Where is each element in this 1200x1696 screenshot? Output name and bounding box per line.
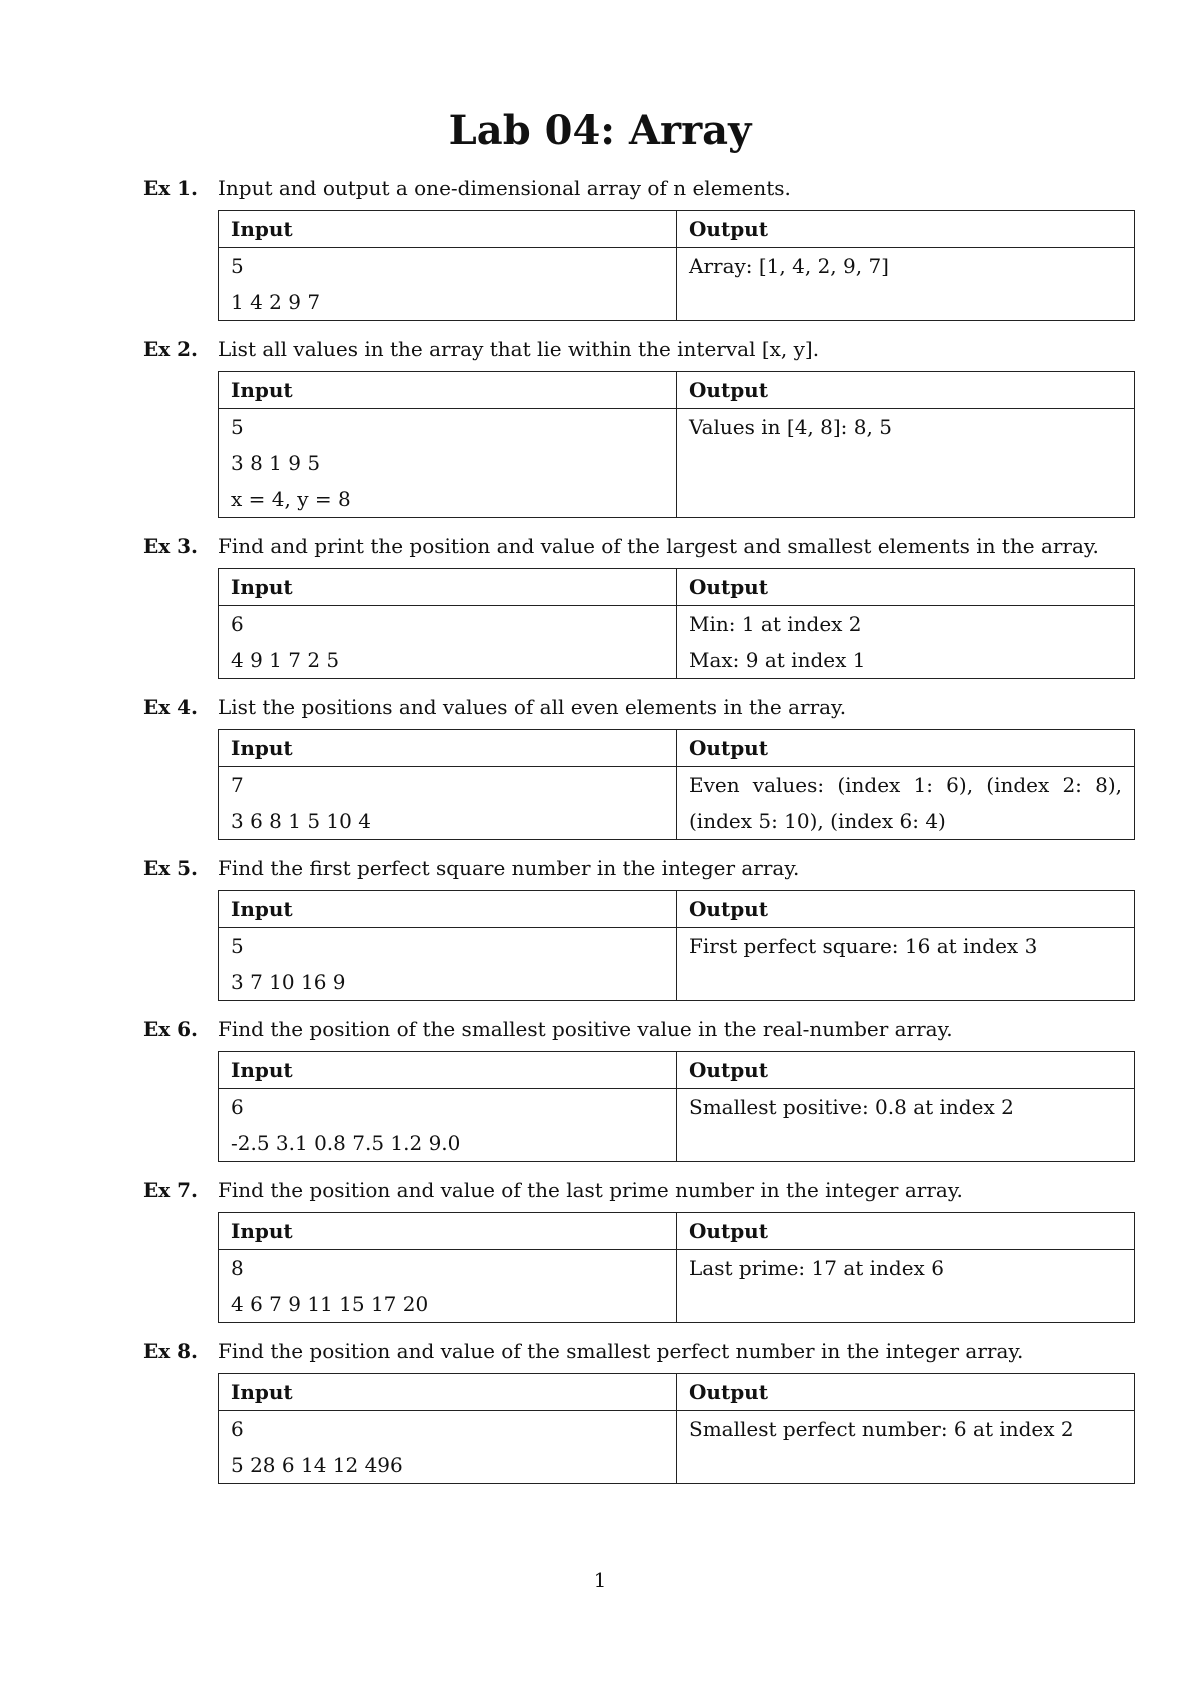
table-row bbox=[219, 928, 1135, 1001]
exercise-3 bbox=[143, 528, 1133, 679]
output-line: Smallest perfect number: 6 at index 2 bbox=[689, 1417, 1074, 1441]
output-line: Values in [4, 8]: 8, 5 bbox=[689, 415, 892, 439]
exercise-list bbox=[143, 170, 1133, 1494]
output-line: Max: 9 at index 1 bbox=[689, 648, 866, 672]
exercise-label: Ex 4. bbox=[143, 695, 199, 719]
output-header: Output bbox=[677, 211, 1135, 248]
input-line: 1 4 2 9 7 bbox=[231, 290, 321, 314]
input-header: Input bbox=[219, 211, 677, 248]
table-header-row bbox=[219, 1374, 1135, 1411]
input-cell bbox=[219, 928, 677, 1001]
output-cell bbox=[677, 606, 1135, 679]
io-table bbox=[218, 210, 1135, 321]
input-cell bbox=[219, 409, 677, 518]
input-line: 6 bbox=[231, 1095, 244, 1119]
output-cell bbox=[677, 248, 1135, 321]
io-table bbox=[218, 729, 1135, 840]
output-line: Array: [1, 4, 2, 9, 7] bbox=[689, 254, 889, 278]
output-header: Output bbox=[677, 891, 1135, 928]
input-cell bbox=[219, 767, 677, 840]
input-header: Input bbox=[219, 1213, 677, 1250]
input-header: Input bbox=[219, 569, 677, 606]
input-cell bbox=[219, 1411, 677, 1484]
table-header-row bbox=[219, 1213, 1135, 1250]
table-header-row bbox=[219, 372, 1135, 409]
table-row bbox=[219, 1250, 1135, 1323]
io-table bbox=[218, 1373, 1135, 1484]
output-cell bbox=[677, 767, 1135, 840]
exercise-description: Find the position and value of the last prime number in the integer array. bbox=[218, 1178, 963, 1202]
input-line: -2.5 3.1 0.8 7.5 1.2 9.0 bbox=[231, 1131, 461, 1155]
table-row bbox=[219, 409, 1135, 518]
output-line: Smallest positive: 0.8 at index 2 bbox=[689, 1095, 1014, 1119]
input-cell bbox=[219, 1089, 677, 1162]
output-header: Output bbox=[677, 569, 1135, 606]
io-table bbox=[218, 890, 1135, 1001]
exercise-8 bbox=[143, 1333, 1133, 1484]
exercise-description: Input and output a one-dimensional array of n elements. bbox=[218, 176, 791, 200]
exercise-4 bbox=[143, 689, 1133, 840]
table-row bbox=[219, 1089, 1135, 1162]
input-header: Input bbox=[219, 1374, 677, 1411]
table-header-row bbox=[219, 1052, 1135, 1089]
exercise-label: Ex 1. bbox=[143, 176, 199, 200]
table-row bbox=[219, 606, 1135, 679]
exercise-label: Ex 7. bbox=[143, 1178, 199, 1202]
input-line: 5 bbox=[231, 254, 244, 278]
output-cell bbox=[677, 1089, 1135, 1162]
exercise-description: List all values in the array that lie within the interval [x, y]. bbox=[218, 337, 820, 361]
output-cell bbox=[677, 1411, 1135, 1484]
input-line: 7 bbox=[231, 773, 244, 797]
io-table bbox=[218, 1051, 1135, 1162]
input-line: 6 bbox=[231, 612, 244, 636]
output-header: Output bbox=[677, 1052, 1135, 1089]
input-line: 5 28 6 14 12 496 bbox=[231, 1453, 403, 1477]
input-line: 3 8 1 9 5 bbox=[231, 451, 321, 475]
exercise-description: Find the position and value of the smallest perfect number in the integer array. bbox=[218, 1339, 1024, 1363]
exercise-label: Ex 2. bbox=[143, 337, 199, 361]
exercise-label: Ex 5. bbox=[143, 856, 199, 880]
input-line: 8 bbox=[231, 1256, 244, 1280]
output-cell bbox=[677, 1250, 1135, 1323]
output-line: Even values: (index 1: 6), (index 2: 8), (index 5: 10), (index 6: 4) bbox=[689, 773, 1122, 833]
output-line: First perfect square: 16 at index 3 bbox=[689, 934, 1038, 958]
exercise-7 bbox=[143, 1172, 1133, 1323]
table-row bbox=[219, 248, 1135, 321]
exercise-label: Ex 8. bbox=[143, 1339, 199, 1363]
input-cell bbox=[219, 606, 677, 679]
page-title: Lab 04: Array bbox=[448, 107, 752, 154]
input-line: 6 bbox=[231, 1417, 244, 1441]
table-row bbox=[219, 1411, 1135, 1484]
exercise-description: List the positions and values of all even elements in the array. bbox=[218, 695, 847, 719]
table-header-row bbox=[219, 211, 1135, 248]
exercise-description: Find the first perfect square number in the integer array. bbox=[218, 856, 800, 880]
input-header: Input bbox=[219, 372, 677, 409]
exercise-description: Find and print the position and value of the largest and smallest elements in the array. bbox=[218, 534, 1099, 558]
exercise-1 bbox=[143, 170, 1133, 321]
exercise-2 bbox=[143, 331, 1133, 518]
io-table bbox=[218, 568, 1135, 679]
exercise-label: Ex 6. bbox=[143, 1017, 199, 1041]
output-header: Output bbox=[677, 372, 1135, 409]
input-line: 4 9 1 7 2 5 bbox=[231, 648, 340, 672]
exercise-label: Ex 3. bbox=[143, 534, 199, 558]
output-cell bbox=[677, 409, 1135, 518]
output-header: Output bbox=[677, 1213, 1135, 1250]
io-table bbox=[218, 1212, 1135, 1323]
input-header: Input bbox=[219, 1052, 677, 1089]
input-cell bbox=[219, 248, 677, 321]
output-cell bbox=[677, 928, 1135, 1001]
input-line: 3 6 8 1 5 10 4 bbox=[231, 809, 371, 833]
table-header-row bbox=[219, 891, 1135, 928]
page-number: 1 bbox=[593, 1568, 607, 1592]
exercise-5 bbox=[143, 850, 1133, 1001]
output-header: Output bbox=[677, 730, 1135, 767]
io-table bbox=[218, 371, 1135, 518]
input-line: 4 6 7 9 11 15 17 20 bbox=[231, 1292, 429, 1316]
input-line: 5 bbox=[231, 415, 244, 439]
exercise-6 bbox=[143, 1011, 1133, 1162]
table-row bbox=[219, 767, 1135, 840]
input-line: 5 bbox=[231, 934, 244, 958]
output-line: Last prime: 17 at index 6 bbox=[689, 1256, 944, 1280]
input-line: x = 4, y = 8 bbox=[231, 487, 351, 511]
table-header-row bbox=[219, 730, 1135, 767]
input-line: 3 7 10 16 9 bbox=[231, 970, 346, 994]
input-cell bbox=[219, 1250, 677, 1323]
input-header: Input bbox=[219, 730, 677, 767]
output-line: Min: 1 at index 2 bbox=[689, 612, 862, 636]
exercise-description: Find the position of the smallest positive value in the real-number array. bbox=[218, 1017, 953, 1041]
output-header: Output bbox=[677, 1374, 1135, 1411]
table-header-row bbox=[219, 569, 1135, 606]
input-header: Input bbox=[219, 891, 677, 928]
